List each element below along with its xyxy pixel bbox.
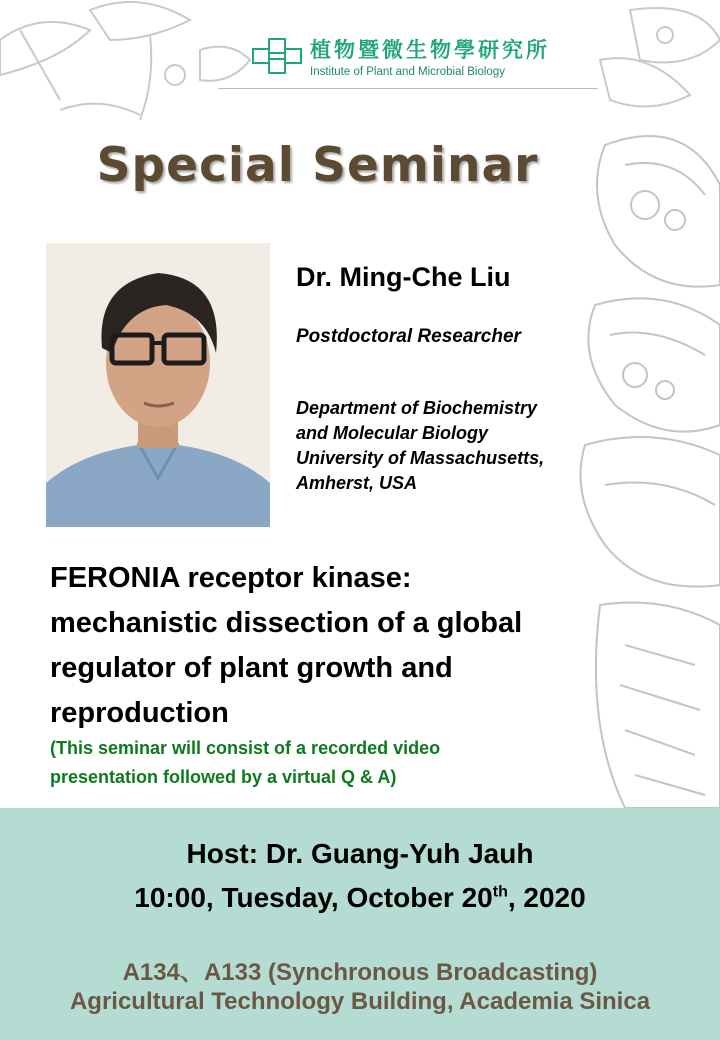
institute-name-zh: 植物暨微生物學研究所 [310, 38, 550, 62]
date-time-line [0, 882, 720, 914]
talk-title-line: reproduction [50, 697, 229, 729]
talk-title [50, 556, 590, 736]
talk-title-line: regulator of plant growth and [50, 652, 453, 684]
affiliation-line: Amherst, USA [296, 473, 418, 493]
format-note-line: (This seminar will consist of a recorded video [50, 738, 441, 758]
talk-title-line: FERONIA receptor kinase: [50, 562, 412, 594]
speaker-affiliation [296, 396, 596, 496]
format-note-line: presentation followed by a virtual Q & A) [50, 767, 397, 787]
affiliation-line: and Molecular Biology [296, 423, 489, 443]
talk-title-line: mechanistic dissection of a global [50, 607, 523, 639]
header-divider [218, 88, 598, 89]
poster-title: Special Seminar [96, 138, 539, 193]
host-line: Host: Dr. Guang-Yuh Jauh [186, 838, 534, 869]
date-year: , 2020 [507, 882, 586, 913]
speaker-position: Postdoctoral Researcher [296, 326, 521, 347]
logo-mark-icon [250, 38, 302, 78]
speaker-name: Dr. Ming-Che Liu [296, 262, 511, 292]
date-time-main: 10:00, Tuesday, October 20 [134, 882, 493, 913]
building-line: Agricultural Technology Building, Academia Sinica [69, 988, 651, 1015]
institute-name-en: Institute of Plant and Microbial Biology [310, 66, 505, 78]
affiliation-line: University of Massachusetts, [296, 448, 545, 468]
date-ordinal-suffix: th [492, 883, 508, 901]
room-line: A134、A133 (Synchronous Broadcasting) [122, 959, 598, 986]
speaker-photo [46, 243, 270, 527]
institute-logo [250, 38, 550, 78]
format-note [50, 734, 590, 792]
affiliation-line: Department of Biochemistry [296, 398, 538, 418]
